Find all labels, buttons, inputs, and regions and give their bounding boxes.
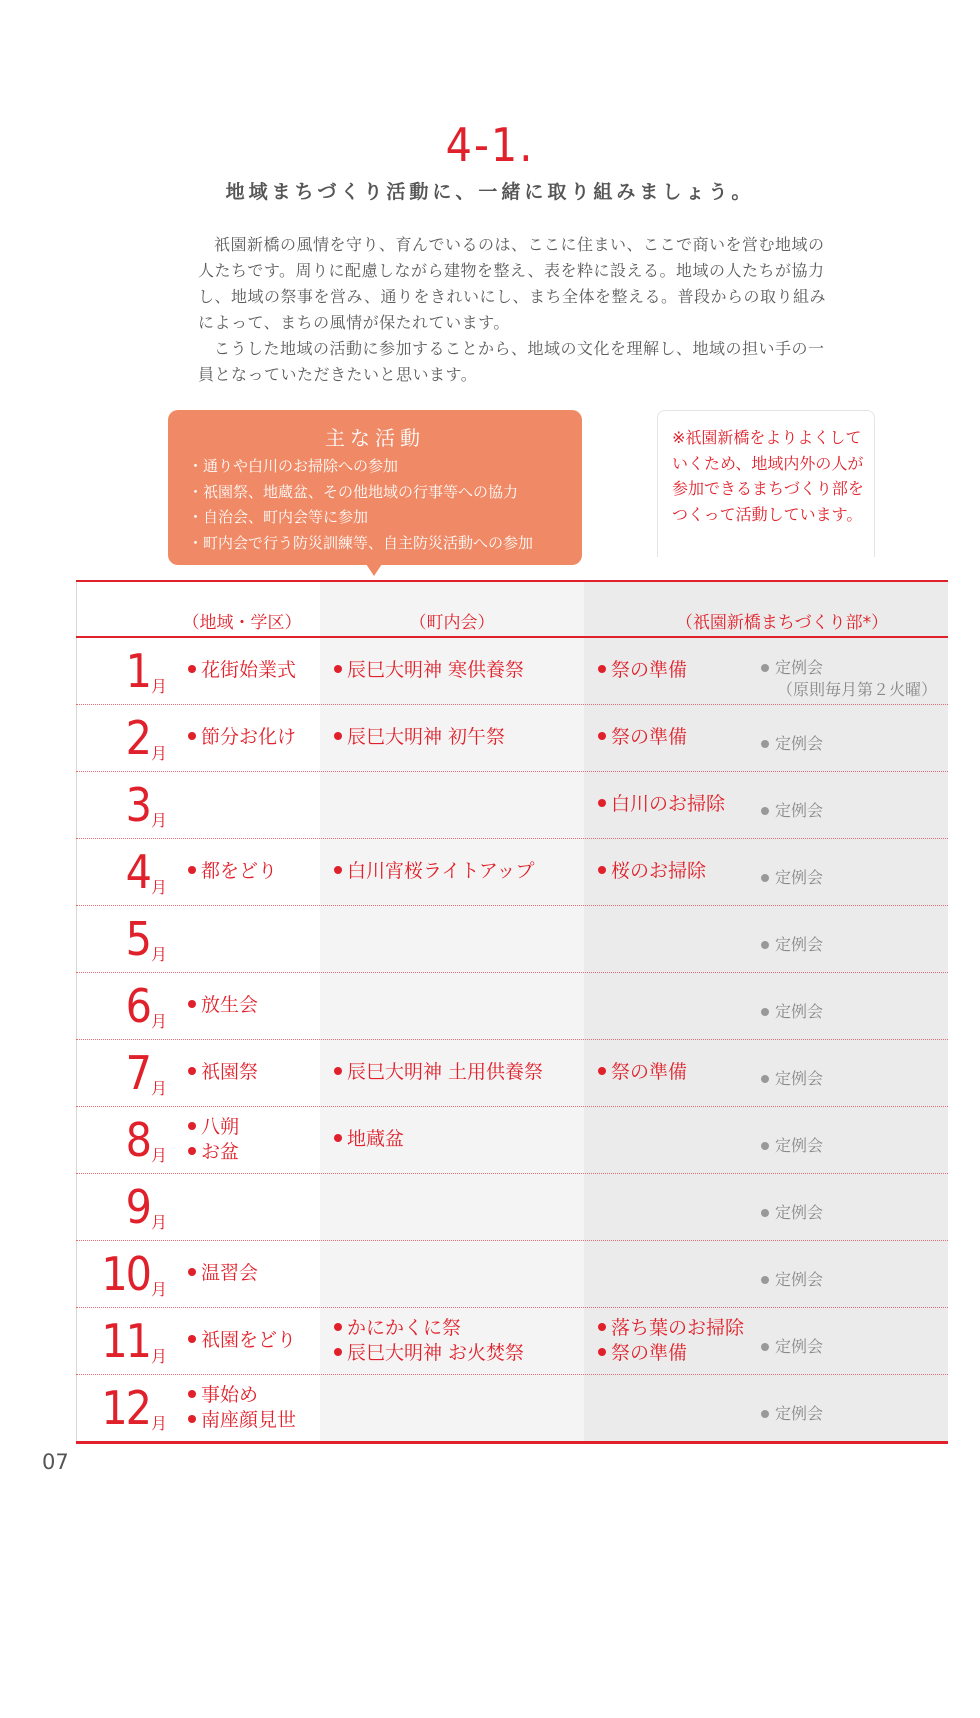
local-event-cell <box>188 993 258 1018</box>
section-subtitle: 地域まちづくり活動に、一緒に取り組みましょう。 <box>225 181 755 203</box>
local-event <box>188 1408 296 1433</box>
bullet-dot-icon <box>598 1348 606 1356</box>
month-unit: 月 <box>151 1079 168 1098</box>
local-event-label: 事始め <box>201 1384 259 1406</box>
local-event <box>188 725 296 750</box>
town-event-cell <box>334 1316 524 1366</box>
town-event <box>334 1316 524 1341</box>
table-row <box>76 973 948 1040</box>
bullet-dot-icon <box>188 732 196 740</box>
header-town: （町内会） <box>409 613 495 633</box>
local-event-label: 放生会 <box>201 994 259 1016</box>
regular-meeting-label: 定例会 <box>775 1136 824 1155</box>
local-event <box>188 1115 239 1140</box>
bullet-dot-icon <box>761 740 769 748</box>
regular-meeting-label: 定例会 <box>775 1002 824 1021</box>
month-number: 5 <box>125 912 150 966</box>
activity-item: ・町内会で行う防災訓練等、自主防災活動への参加 <box>188 533 534 552</box>
bullet-dot-icon <box>598 1067 606 1075</box>
local-event <box>188 1383 296 1408</box>
header-machizukuri: （祇園新橋まちづくり部*） <box>675 613 889 633</box>
month-unit: 月 <box>151 1213 168 1232</box>
machizukuri-event <box>598 658 687 683</box>
regular-meeting-label: 定例会 <box>775 1270 824 1289</box>
table-top-rule <box>76 580 948 582</box>
town-event <box>334 1060 543 1085</box>
month-number: 8 <box>125 1113 150 1167</box>
intro-text <box>198 232 838 388</box>
local-event <box>188 859 277 884</box>
bullet-dot-icon <box>598 665 606 673</box>
main-activities-title: 主な活動 <box>325 426 425 450</box>
activity-item: ・通りや白川のお掃除への参加 <box>188 457 399 475</box>
local-event <box>188 993 258 1018</box>
month-number: 12 <box>101 1381 150 1435</box>
table-row <box>76 1040 948 1107</box>
bullet-dot-icon <box>188 1000 196 1008</box>
bullet-dot-icon <box>188 1067 196 1075</box>
regular-meeting-label: 定例会 <box>775 1404 824 1423</box>
regular-meeting <box>761 999 823 1022</box>
table-row <box>76 1241 948 1308</box>
month-unit: 月 <box>151 1012 168 1031</box>
local-event-label: 南座顔見世 <box>201 1409 297 1431</box>
town-event-label: 白川宵桜ライトアップ <box>347 860 535 882</box>
machizukuri-event-label: 祭の準備 <box>611 1061 688 1083</box>
activity-item: ・自治会、町内会等に参加 <box>188 508 369 526</box>
local-event <box>188 1060 258 1085</box>
regular-meeting <box>761 731 823 754</box>
machizukuri-event-label: 白川のお掃除 <box>611 793 726 815</box>
month-unit: 月 <box>151 744 168 763</box>
bullet-dot-icon <box>188 866 196 874</box>
main-activities-box <box>168 410 582 565</box>
bullet-dot-icon <box>761 1142 769 1150</box>
table-row <box>76 839 948 906</box>
intro-paragraph: 祇園新橋の風情を守り、育んでいるのは、ここに住まい、ここで商いを営む地域の人たちです。周りに配慮しながら建物を整え、表を粋に設える。地域の人たちが協力し、地域の祭事を営み、通りをきれいにし、まち全体を整える。普段からの取り組みによって、まちの風情が保たれています。 <box>198 235 826 332</box>
regular-meeting <box>761 1066 823 1089</box>
local-event-cell <box>188 1115 239 1165</box>
bullet-dot-icon <box>598 732 606 740</box>
local-event-label: 花街始業式 <box>201 659 297 681</box>
local-event-cell <box>188 1261 258 1286</box>
regular-meeting <box>761 655 823 678</box>
bullet-dot-icon <box>188 1268 196 1276</box>
month-unit: 月 <box>151 1280 168 1299</box>
bullet-dot-icon <box>334 665 342 673</box>
local-event-cell <box>188 1328 296 1353</box>
regular-meeting <box>761 798 823 821</box>
bullet-dot-icon <box>334 1323 342 1331</box>
bullet-dot-icon <box>598 799 606 807</box>
machizukuri-event <box>598 1060 687 1085</box>
town-event-label: 辰巳大明神 お火焚祭 <box>347 1342 525 1364</box>
town-event <box>334 658 524 683</box>
month-number: 7 <box>125 1046 150 1100</box>
local-event-cell <box>188 1383 296 1433</box>
intro-paragraph: こうした地域の活動に参加することから、地域の文化を理解し、地域の担い手の一員となっていただきたいと思います。 <box>198 339 825 384</box>
table-row <box>76 1375 948 1442</box>
machizukuri-event-cell <box>598 1316 744 1366</box>
bullet-dot-icon <box>188 1147 196 1155</box>
bullet-dot-icon <box>761 1276 769 1284</box>
town-event-label: 地蔵盆 <box>347 1128 405 1150</box>
regular-meeting-label: 定例会 <box>775 1337 824 1356</box>
bullet-dot-icon <box>188 1415 196 1423</box>
bullet-dot-icon <box>761 807 769 815</box>
table-row <box>76 906 948 973</box>
town-event-label: 辰巳大明神 寒供養祭 <box>347 659 525 681</box>
machizukuri-event-label: 桜のお掃除 <box>611 860 707 882</box>
town-event-cell <box>334 658 524 683</box>
month-number: 6 <box>125 979 150 1033</box>
month-number: 11 <box>101 1314 150 1368</box>
local-event-cell <box>188 1060 258 1085</box>
local-event-cell <box>188 859 277 884</box>
local-event-cell <box>188 725 296 750</box>
regular-meeting <box>761 1401 823 1424</box>
regular-meeting-label: 定例会 <box>775 1069 824 1088</box>
machizukuri-event-label: 祭の準備 <box>611 659 688 681</box>
regular-meeting <box>761 1133 823 1156</box>
regular-meeting-label: 定例会 <box>775 734 824 753</box>
bullet-dot-icon <box>761 941 769 949</box>
regular-meeting <box>761 1267 823 1290</box>
local-event-label: 八朔 <box>201 1116 240 1138</box>
local-event-label: お盆 <box>201 1141 240 1163</box>
month-number: 10 <box>101 1247 150 1301</box>
bullet-dot-icon <box>188 1390 196 1398</box>
town-event-cell <box>334 1060 543 1085</box>
table-row <box>76 705 948 772</box>
town-event-cell <box>334 725 505 750</box>
machizukuri-event-label: 落ち葉のお掃除 <box>611 1317 745 1339</box>
table-row <box>76 1107 948 1174</box>
table-bottom-rule <box>76 1441 948 1444</box>
machizukuri-event <box>598 792 725 817</box>
bullet-dot-icon <box>188 1335 196 1343</box>
month-number: 1 <box>125 644 150 698</box>
activity-item: ・祇園祭、地蔵盆、その他地域の行事等への協力 <box>188 482 519 501</box>
town-event <box>334 859 535 884</box>
bullet-dot-icon <box>188 665 196 673</box>
local-event <box>188 1261 258 1286</box>
regular-meeting-note: （原則毎月第２火曜） <box>777 680 938 699</box>
local-event-label: 祇園祭 <box>201 1061 259 1083</box>
local-event-cell <box>188 658 296 683</box>
bullet-dot-icon <box>334 732 342 740</box>
bullet-dot-icon <box>334 1134 342 1142</box>
note-text: ※祇園新橋をよりよくしていくため、地域内外の人が参加できるまちづくり部をつくって活動しています。 <box>672 428 864 524</box>
regular-meeting <box>761 1200 823 1223</box>
bullet-dot-icon <box>761 1410 769 1418</box>
month-unit: 月 <box>151 1146 168 1165</box>
month-number: 9 <box>125 1180 150 1234</box>
month-number: 4 <box>125 845 150 899</box>
table-row <box>76 1174 948 1241</box>
bullet-dot-icon <box>761 664 769 672</box>
town-event-cell <box>334 1127 404 1152</box>
local-event <box>188 1140 239 1165</box>
machizukuri-event <box>598 1341 744 1366</box>
bullet-dot-icon <box>334 866 342 874</box>
town-event <box>334 1127 404 1152</box>
town-event <box>334 725 505 750</box>
bullet-dot-icon <box>761 1008 769 1016</box>
machizukuri-event <box>598 859 706 884</box>
regular-meeting <box>761 932 823 955</box>
town-event <box>334 1341 524 1366</box>
note-box <box>657 410 875 557</box>
month-unit: 月 <box>151 1347 168 1366</box>
local-event-label: 節分お化け <box>201 726 297 748</box>
regular-meeting-label: 定例会 <box>775 935 824 954</box>
main-activities-list <box>188 454 533 556</box>
bullet-dot-icon <box>334 1348 342 1356</box>
bullet-dot-icon <box>761 874 769 882</box>
header-local: （地域・学区） <box>182 613 302 633</box>
activity-calendar-table <box>76 580 948 1444</box>
regular-meeting-label: 定例会 <box>775 801 824 820</box>
table-row <box>76 1308 948 1375</box>
bullet-dot-icon <box>761 1075 769 1083</box>
town-event-label: 辰巳大明神 初午祭 <box>347 726 506 748</box>
machizukuri-event-cell <box>598 859 706 884</box>
section-number: 4-1. <box>445 118 535 172</box>
regular-meeting-label: 定例会 <box>775 1203 824 1222</box>
bullet-dot-icon <box>188 1122 196 1130</box>
town-event-label: 辰巳大明神 土用供養祭 <box>347 1061 544 1083</box>
bullet-dot-icon <box>598 1323 606 1331</box>
table-row <box>76 638 948 705</box>
town-event-label: かにかくに祭 <box>347 1317 462 1339</box>
callout-pointer <box>366 564 382 576</box>
machizukuri-event-cell <box>598 1060 687 1085</box>
machizukuri-event-cell <box>598 658 687 683</box>
regular-meeting-label: 定例会 <box>775 868 824 887</box>
regular-meeting-label: 定例会 <box>775 658 824 677</box>
machizukuri-event-cell <box>598 792 725 817</box>
bullet-dot-icon <box>598 866 606 874</box>
regular-meeting <box>761 1334 823 1357</box>
machizukuri-event <box>598 1316 744 1341</box>
bullet-dot-icon <box>761 1343 769 1351</box>
month-unit: 月 <box>151 945 168 964</box>
machizukuri-event <box>598 725 687 750</box>
table-row <box>76 772 948 839</box>
bullet-dot-icon <box>334 1067 342 1075</box>
local-event-label: 温習会 <box>201 1262 259 1284</box>
local-event-label: 祇園をどり <box>201 1329 297 1351</box>
local-event <box>188 1328 296 1353</box>
town-event-cell <box>334 859 535 884</box>
month-unit: 月 <box>151 677 168 696</box>
regular-meeting <box>761 865 823 888</box>
page-number: 07 <box>42 1450 69 1474</box>
local-event <box>188 658 296 683</box>
machizukuri-event-cell <box>598 725 687 750</box>
month-unit: 月 <box>151 878 168 897</box>
machizukuri-event-label: 祭の準備 <box>611 1342 688 1364</box>
bullet-dot-icon <box>761 1209 769 1217</box>
machizukuri-event-label: 祭の準備 <box>611 726 688 748</box>
month-unit: 月 <box>151 1414 168 1433</box>
month-number: 2 <box>125 711 150 765</box>
month-number: 3 <box>125 778 150 832</box>
month-unit: 月 <box>151 811 168 830</box>
local-event-label: 都をどり <box>201 860 278 882</box>
